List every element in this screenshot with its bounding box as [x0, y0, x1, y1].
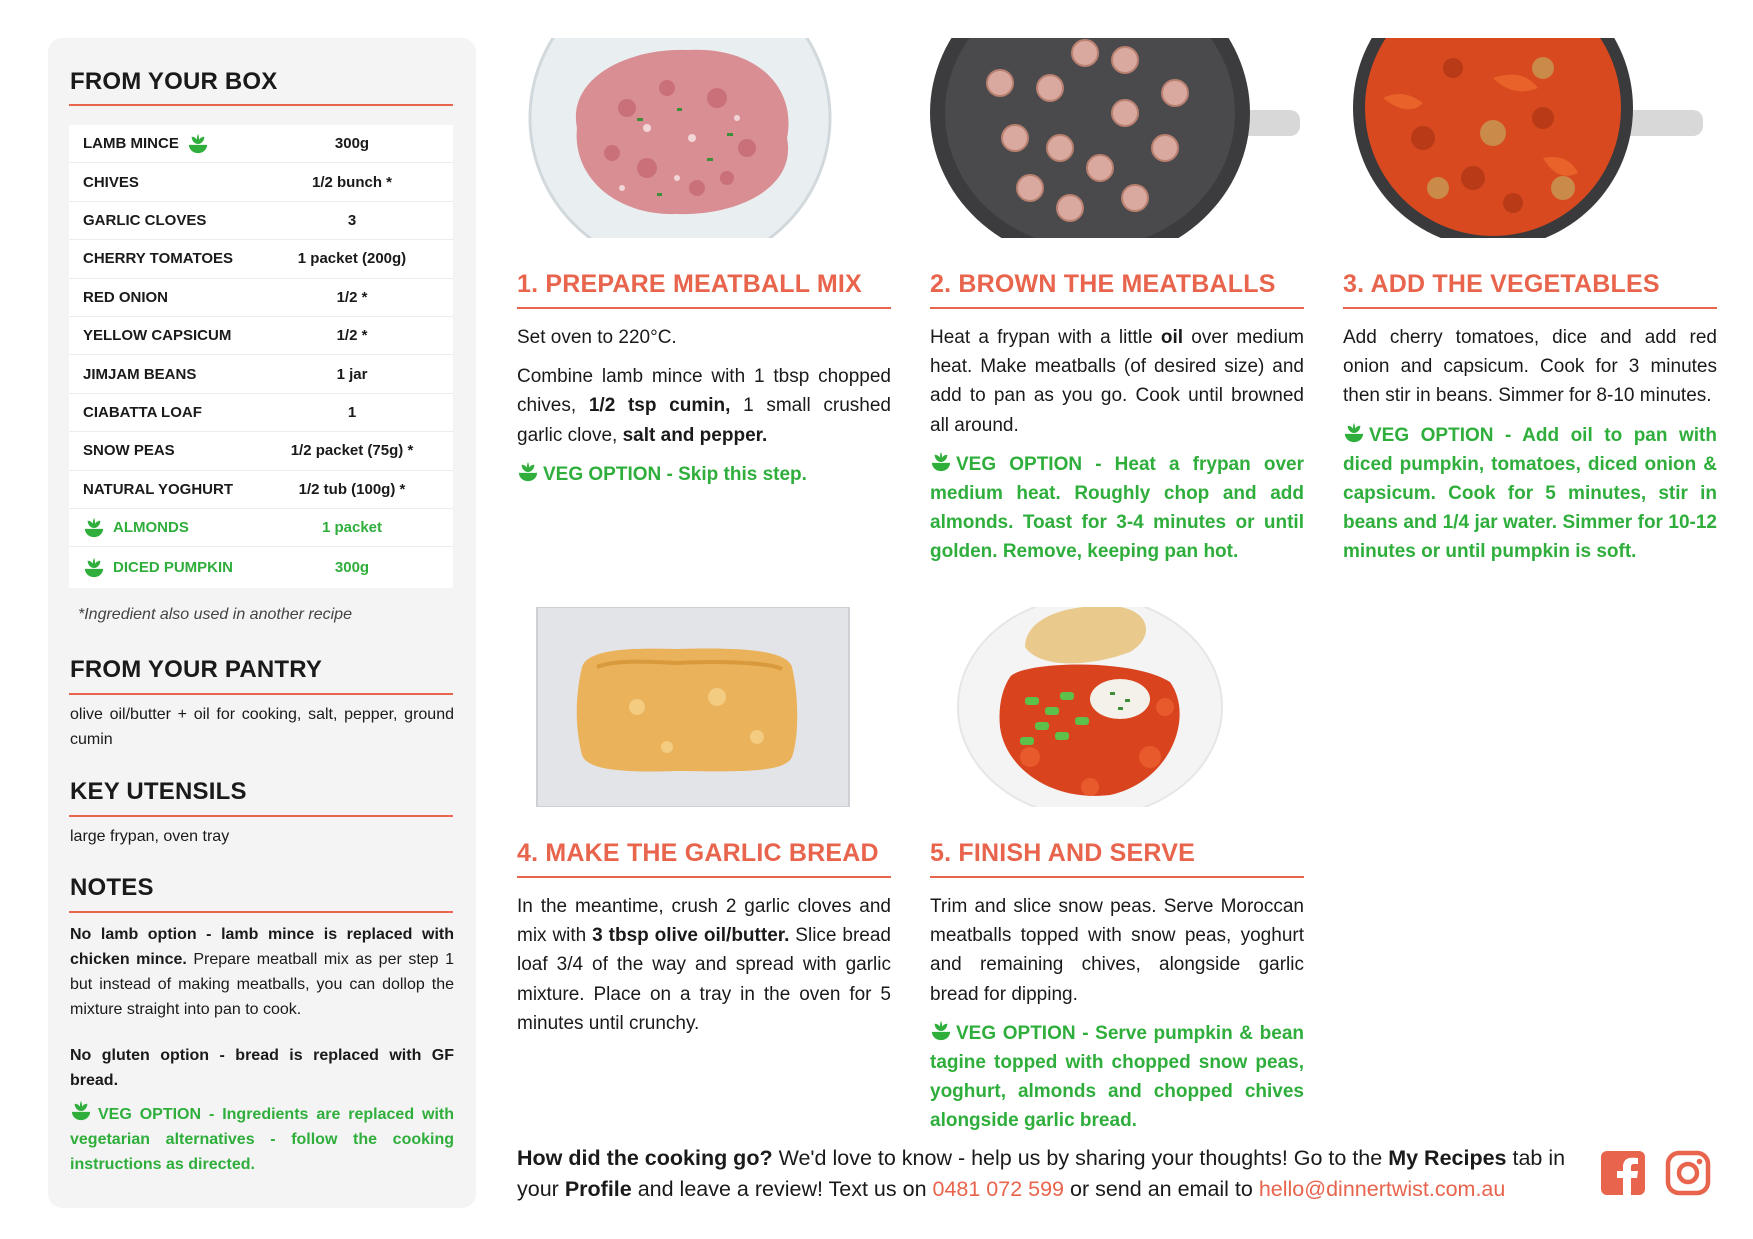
- ingredient-qty: 1/2 *: [336, 327, 368, 345]
- step4-title: 4. MAKE THE GARLIC BREAD: [517, 839, 879, 867]
- step5-veg: [930, 1019, 1304, 1136]
- step4-image: [517, 607, 891, 807]
- ingredient-name-cell: [69, 442, 279, 459]
- ingredient-qty: 1: [347, 403, 357, 421]
- step1-text: [517, 323, 891, 499]
- ingredient-qty: 300g: [334, 559, 370, 577]
- step4-p1-b: 3 tbsp olive oil/butter.: [592, 925, 790, 947]
- ingredient-name: SNOW PEAS: [83, 442, 175, 460]
- ingredient-name: YELLOW CAPSICUM: [83, 327, 232, 345]
- step1-veg-text: VEG OPTION - Skip this step.: [543, 463, 807, 485]
- note-gluten-bold: No gluten option - bread is replaced with GF bread.: [70, 1047, 454, 1089]
- ingredient-row: [69, 202, 453, 240]
- footer-my-recipes: My Recipes: [1388, 1146, 1507, 1170]
- ingredient-name-cell: [69, 518, 279, 538]
- step2-veg: [930, 450, 1304, 567]
- veg-icon: [83, 518, 105, 538]
- step4-p1-c: Slice bread loaf 3/4 of the way and spread with garlic mixture. Place on a tray in the oven for 5 minutes until crunchy.: [517, 925, 891, 1034]
- note-veg-text: VEG OPTION - Ingredients are replaced with vegetarian alternatives - follow the cooking instructions as directed.: [70, 1106, 454, 1173]
- veg-icon: [930, 452, 952, 472]
- step1-p2-b: 1/2 tsp cumin,: [588, 395, 731, 417]
- ingredient-name: CIABATTA LOAF: [83, 403, 202, 421]
- ingredient-name-cell: [69, 327, 279, 344]
- step1-p2-a: Combine lamb mince with 1 tbsp chopped chives,: [517, 366, 891, 417]
- veg-icon: [517, 462, 539, 482]
- step2-veg-text: VEG OPTION - Heat a frypan over medium heat. Roughly chop and add almonds. Toast for 3-4 minutes or until golden. Remove, keeping pan hot.: [930, 453, 1304, 563]
- footer-question: How did the cooking go?: [517, 1146, 773, 1170]
- veg-icon: [83, 558, 105, 578]
- step3-image: [1343, 38, 1717, 238]
- footer-email-link[interactable]: hello@dinnertwist.com.au: [1258, 1177, 1506, 1201]
- box-heading-rule: [69, 104, 453, 106]
- ingredient-name: JIMJAM BEANS: [83, 365, 197, 383]
- step2-p1-a: Heat a frypan with a little: [930, 327, 1161, 348]
- step3-text: [1343, 323, 1717, 577]
- footer-text-1: We'd love to know - help us by sharing your thoughts! Go to the: [772, 1146, 1389, 1170]
- ingredient-qty: 1/2 bunch *: [311, 173, 393, 191]
- ingredient-name-cell: [69, 558, 279, 578]
- ingredient-row: [69, 240, 453, 278]
- step5-rule: [930, 876, 1304, 878]
- utensils-rule: [69, 815, 453, 817]
- ingredient-row: [69, 394, 453, 432]
- step5-veg-text: VEG OPTION - Serve pumpkin & bean tagine topped with chopped snow peas, yoghurt, almonds and chopped chives alongside garlic bread.: [930, 1022, 1304, 1132]
- step1-p1: Set oven to 220°C.: [517, 327, 677, 348]
- note-veg: [70, 1101, 454, 1177]
- ingredient-row: [69, 471, 453, 509]
- step1-rule: [517, 307, 891, 309]
- ingredient-name: RED ONION: [83, 288, 169, 306]
- ingredient-name-cell: [69, 212, 279, 229]
- ingredient-name-cell: [69, 481, 279, 498]
- ingredient-name-cell: [69, 250, 279, 267]
- footer-text-2: tab in your: [517, 1146, 1566, 1201]
- pantry-rule: [69, 693, 453, 695]
- footer-text-4: or send an email to: [1064, 1177, 1259, 1201]
- note-gluten: [70, 1043, 454, 1093]
- step5-p1: Trim and slice snow peas. Serve Moroccan meatballs topped with snow peas, yoghurt and remaining chives, alongside garlic bread for dipping.: [930, 896, 1304, 1005]
- note-lamb-text: Prepare meatball mix as per step 1 but instead of making meatballs, you can dollop the mixture straight into pan to cook.: [70, 951, 455, 1018]
- footer-profile: Profile: [564, 1177, 632, 1201]
- step5-image: [930, 607, 1304, 807]
- notes-heading: NOTES: [70, 874, 154, 901]
- footer-phone-link[interactable]: 0481 072 599: [932, 1177, 1065, 1201]
- note-lamb-bold: No lamb option - lamb mince is replaced with chicken mince.: [70, 926, 454, 968]
- step1-veg: [517, 460, 891, 489]
- veg-icon: [1343, 423, 1365, 443]
- ingredient-name: NATURAL YOGHURT: [83, 480, 233, 498]
- step4-p1-a: In the meantime, crush 2 garlic cloves and mix with: [517, 896, 891, 947]
- step3-p1: Add cherry tomatoes, dice and add red onion and capsicum. Cook for 3 minutes then stir in beans. Simmer for 8-10 minutes.: [1343, 327, 1717, 407]
- step1-p2: [517, 362, 891, 450]
- step3-title: 3. ADD THE VEGETABLES: [1343, 270, 1660, 298]
- utensils-heading: KEY UTENSILS: [70, 778, 247, 805]
- step5-title: 5. FINISH AND SERVE: [930, 839, 1195, 867]
- ingredients-table: [69, 125, 453, 588]
- step2-p1-c: over medium heat. Make meatballs (of desired size) and add to pan as you go. Cook until browned all around.: [930, 327, 1304, 436]
- veg-icon: [70, 1101, 92, 1121]
- ingredient-name: DICED PUMPKIN: [113, 559, 234, 577]
- step4-text: [517, 892, 891, 1048]
- ingredient-qty: 1/2 *: [336, 288, 368, 306]
- step2-text: [930, 323, 1304, 577]
- pantry-heading: FROM YOUR PANTRY: [70, 656, 323, 683]
- pantry-text: olive oil/butter + oil for cooking, salt, pepper, ground cumin: [70, 706, 454, 748]
- ingredient-row: [69, 163, 453, 201]
- step2-p1-b: oil: [1160, 327, 1184, 348]
- step2-image: [930, 38, 1304, 238]
- ingredient-name-cell: [69, 366, 279, 383]
- ingredient-row: [69, 432, 453, 470]
- ingredient-note: *Ingredient also used in another recipe: [78, 606, 352, 623]
- box-heading: FROM YOUR BOX: [70, 68, 278, 95]
- ingredient-row: [69, 125, 453, 163]
- ingredient-row: [69, 509, 453, 547]
- step2-rule: [930, 307, 1304, 309]
- step5-text: [930, 892, 1304, 1146]
- ingredient-name-cell: [69, 289, 279, 306]
- step1-title: 1. PREPARE MEATBALL MIX: [517, 270, 862, 298]
- feedback-footer: [517, 1143, 1567, 1205]
- ingredient-name-cell: [69, 404, 279, 421]
- ingredient-row: [69, 317, 453, 355]
- ingredient-qty: 3: [347, 211, 357, 229]
- ingredient-name: LAMB MINCE: [83, 135, 179, 153]
- step2-title: 2. BROWN THE MEATBALLS: [930, 270, 1276, 298]
- step1-p2-c: 1 small crushed garlic clove,: [517, 395, 891, 446]
- utensils-text: large frypan, oven tray: [70, 828, 230, 845]
- ingredient-name-cell: [69, 134, 279, 154]
- step2-p1: [930, 323, 1304, 440]
- instagram-icon[interactable]: [1665, 1150, 1711, 1196]
- ingredient-name: GARLIC CLOVES: [83, 211, 207, 229]
- note-lamb: [70, 922, 454, 1022]
- step3-veg-text: VEG OPTION - Add oil to pan with diced pumpkin, tomatoes, diced onion & capsicum. Cook for 5 minutes, stir in beans and 1/4 jar water. Simmer for 10-12 minutes or until pumpkin is soft.: [1343, 424, 1717, 563]
- ingredient-qty: 1 packet: [321, 519, 383, 537]
- facebook-icon[interactable]: [1600, 1150, 1646, 1196]
- veg-swap-icon: [187, 134, 209, 154]
- step4-p1: [517, 892, 891, 1038]
- ingredient-row: [69, 547, 453, 588]
- ingredient-qty: 300g: [334, 135, 370, 153]
- step4-rule: [517, 876, 891, 878]
- ingredient-name-cell: [69, 174, 279, 191]
- step1-p2-d: salt and pepper.: [622, 424, 768, 446]
- notes-rule: [69, 911, 453, 913]
- veg-icon: [930, 1021, 952, 1041]
- ingredient-row: [69, 355, 453, 393]
- step1-image: [517, 38, 891, 238]
- ingredient-name: CHIVES: [83, 173, 139, 191]
- ingredient-qty: 1 jar: [336, 365, 368, 383]
- step3-veg: [1343, 421, 1717, 567]
- ingredient-name: ALMONDS: [113, 519, 189, 537]
- ingredient-qty: 1 packet (200g): [297, 250, 407, 268]
- step3-rule: [1343, 307, 1717, 309]
- ingredient-qty: 1/2 tub (100g) *: [298, 480, 406, 498]
- footer-text-3: and leave a review! Text us on: [631, 1177, 933, 1201]
- ingredient-qty: 1/2 packet (75g) *: [290, 442, 414, 460]
- sidebar-panel: [48, 38, 476, 1208]
- ingredient-row: [69, 279, 453, 317]
- ingredient-name: CHERRY TOMATOES: [83, 250, 234, 268]
